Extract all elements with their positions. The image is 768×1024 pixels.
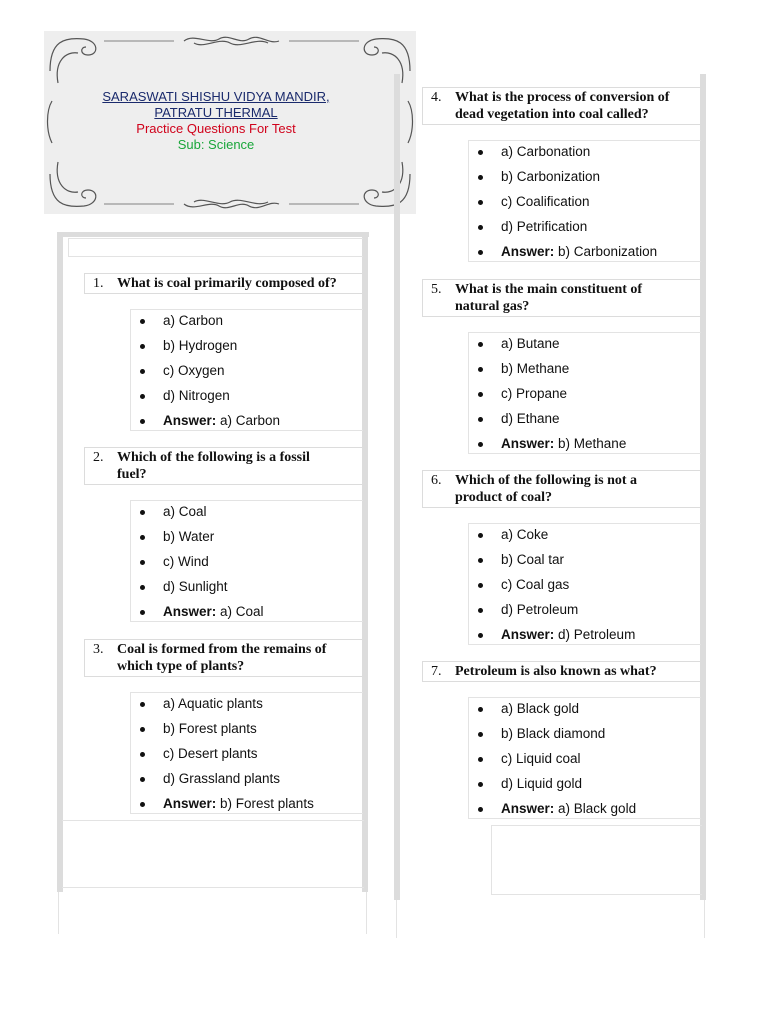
bullet-icon [478, 782, 483, 787]
option-item: d) Nitrogen [131, 383, 363, 408]
option-item: d) Liquid gold [469, 771, 701, 796]
option-item: d) Sunlight [131, 574, 363, 599]
bullet-icon [140, 777, 145, 782]
practice-heading: Practice Questions For Test [136, 121, 296, 136]
options-list-4 [468, 140, 701, 262]
divider [62, 887, 364, 888]
question-5 [422, 279, 701, 317]
blank-box [491, 825, 702, 895]
left-column-border [57, 232, 63, 892]
bullet-icon [478, 732, 483, 737]
option-item: b) Hydrogen [131, 333, 363, 358]
answer-value: a) Black gold [558, 801, 637, 816]
bullet-icon [140, 369, 145, 374]
question-text: What is the process of conversion of dead vegetation into coal called? [455, 90, 670, 122]
bullet-icon [478, 442, 483, 447]
question-number: 1. [93, 276, 104, 291]
bullet-icon [478, 367, 483, 372]
question-7 [422, 661, 701, 682]
bullet-icon [140, 752, 145, 757]
options-list-7 [468, 697, 701, 819]
option-item: d) Ethane [469, 406, 701, 431]
options-list-6 [468, 523, 701, 645]
bullet-icon [140, 419, 145, 424]
question-number: 6. [431, 473, 442, 488]
divider [704, 900, 705, 938]
option-item: a) Coal [131, 499, 363, 524]
bullet-icon [478, 250, 483, 255]
option-item: a) Coke [469, 522, 701, 547]
answer-value: b) Carbonization [558, 244, 658, 259]
answer-item [131, 791, 363, 816]
answer-value: a) Carbon [220, 413, 281, 428]
right-column-left-border [394, 74, 400, 900]
option-item: d) Petroleum [469, 597, 701, 622]
option-item: c) Desert plants [131, 741, 363, 766]
answer-item [469, 622, 701, 647]
bullet-icon [140, 610, 145, 615]
answer-item [469, 431, 701, 456]
bullet-icon [140, 510, 145, 515]
question-number: 4. [431, 90, 442, 105]
header-box [44, 31, 416, 214]
school-name-line2: PATRATU THERMAL [154, 105, 278, 120]
bullet-icon [478, 558, 483, 563]
question-text: What is the main constituent of natural gas? [455, 282, 643, 314]
bullet-icon [478, 757, 483, 762]
answer-label: Answer: [163, 413, 217, 428]
answer-item [131, 599, 363, 624]
answer-item [131, 408, 363, 433]
answer-label: Answer: [501, 801, 555, 816]
bullet-icon [478, 583, 483, 588]
answer-label: Answer: [163, 796, 217, 811]
option-item: a) Black gold [469, 696, 701, 721]
option-item: b) Black diamond [469, 721, 701, 746]
bullet-icon [478, 417, 483, 422]
question-number: 3. [93, 642, 104, 657]
bullet-icon [478, 533, 483, 538]
option-item: b) Coal tar [469, 547, 701, 572]
answer-label: Answer: [501, 436, 555, 451]
divider [58, 892, 59, 934]
question-text: Which of the following is a fossil fuel? [117, 450, 310, 482]
question-text: Which of the following is not a product of coal? [455, 473, 638, 505]
bullet-icon [140, 535, 145, 540]
answer-value: b) Methane [558, 436, 627, 451]
option-item: b) Forest plants [131, 716, 363, 741]
option-item: d) Petrification [469, 214, 701, 239]
question-text: What is coal primarily composed of? [117, 276, 337, 291]
option-item: c) Oxygen [131, 358, 363, 383]
question-number: 7. [431, 664, 442, 679]
option-item: a) Carbonation [469, 139, 701, 164]
bullet-icon [140, 319, 145, 324]
answer-item [469, 796, 701, 821]
bullet-icon [140, 702, 145, 707]
bullet-icon [140, 344, 145, 349]
option-item: a) Butane [469, 331, 701, 356]
question-text: Coal is formed from the remains of which type of plants? [117, 642, 327, 674]
answer-label: Answer: [501, 244, 555, 259]
bullet-icon [478, 150, 483, 155]
option-item: a) Aquatic plants [131, 691, 363, 716]
bullet-icon [478, 392, 483, 397]
options-list-5 [468, 332, 701, 454]
answer-item [469, 239, 701, 264]
bullet-icon [140, 585, 145, 590]
option-item: a) Carbon [131, 308, 363, 333]
bullet-icon [478, 608, 483, 613]
bullet-icon [478, 175, 483, 180]
bullet-icon [478, 633, 483, 638]
bullet-icon [478, 707, 483, 712]
question-number: 5. [431, 282, 442, 297]
bullet-icon [140, 560, 145, 565]
question-2 [84, 447, 363, 485]
divider [396, 900, 397, 938]
left-column-top-border [57, 232, 369, 237]
question-1 [84, 273, 363, 294]
bullet-icon [140, 802, 145, 807]
bullet-icon [140, 727, 145, 732]
option-item: c) Wind [131, 549, 363, 574]
question-3 [84, 639, 363, 677]
option-item: c) Coalification [469, 189, 701, 214]
blank-row [68, 238, 363, 257]
option-item: d) Grassland plants [131, 766, 363, 791]
option-item: c) Liquid coal [469, 746, 701, 771]
answer-value: a) Coal [220, 604, 264, 619]
option-item: b) Carbonization [469, 164, 701, 189]
answer-label: Answer: [501, 627, 555, 642]
question-6 [422, 470, 701, 508]
divider [62, 820, 364, 821]
options-list-2 [130, 500, 363, 622]
option-item: c) Propane [469, 381, 701, 406]
bullet-icon [478, 342, 483, 347]
answer-label: Answer: [163, 604, 217, 619]
answer-value: b) Forest plants [220, 796, 314, 811]
question-number: 2. [93, 450, 104, 465]
bullet-icon [478, 200, 483, 205]
options-list-1 [130, 309, 363, 431]
answer-value: d) Petroleum [558, 627, 636, 642]
question-text: Petroleum is also known as what? [455, 664, 657, 679]
bullet-icon [478, 225, 483, 230]
question-4 [422, 87, 701, 125]
options-list-3 [130, 692, 363, 814]
school-name-line1: SARASWATI SHISHU VIDYA MANDIR, [102, 89, 330, 104]
option-item: b) Methane [469, 356, 701, 381]
bullet-icon [478, 807, 483, 812]
bullet-icon [140, 394, 145, 399]
subject-heading: Sub: Science [177, 137, 255, 152]
divider [366, 892, 367, 934]
option-item: b) Water [131, 524, 363, 549]
option-item: c) Coal gas [469, 572, 701, 597]
